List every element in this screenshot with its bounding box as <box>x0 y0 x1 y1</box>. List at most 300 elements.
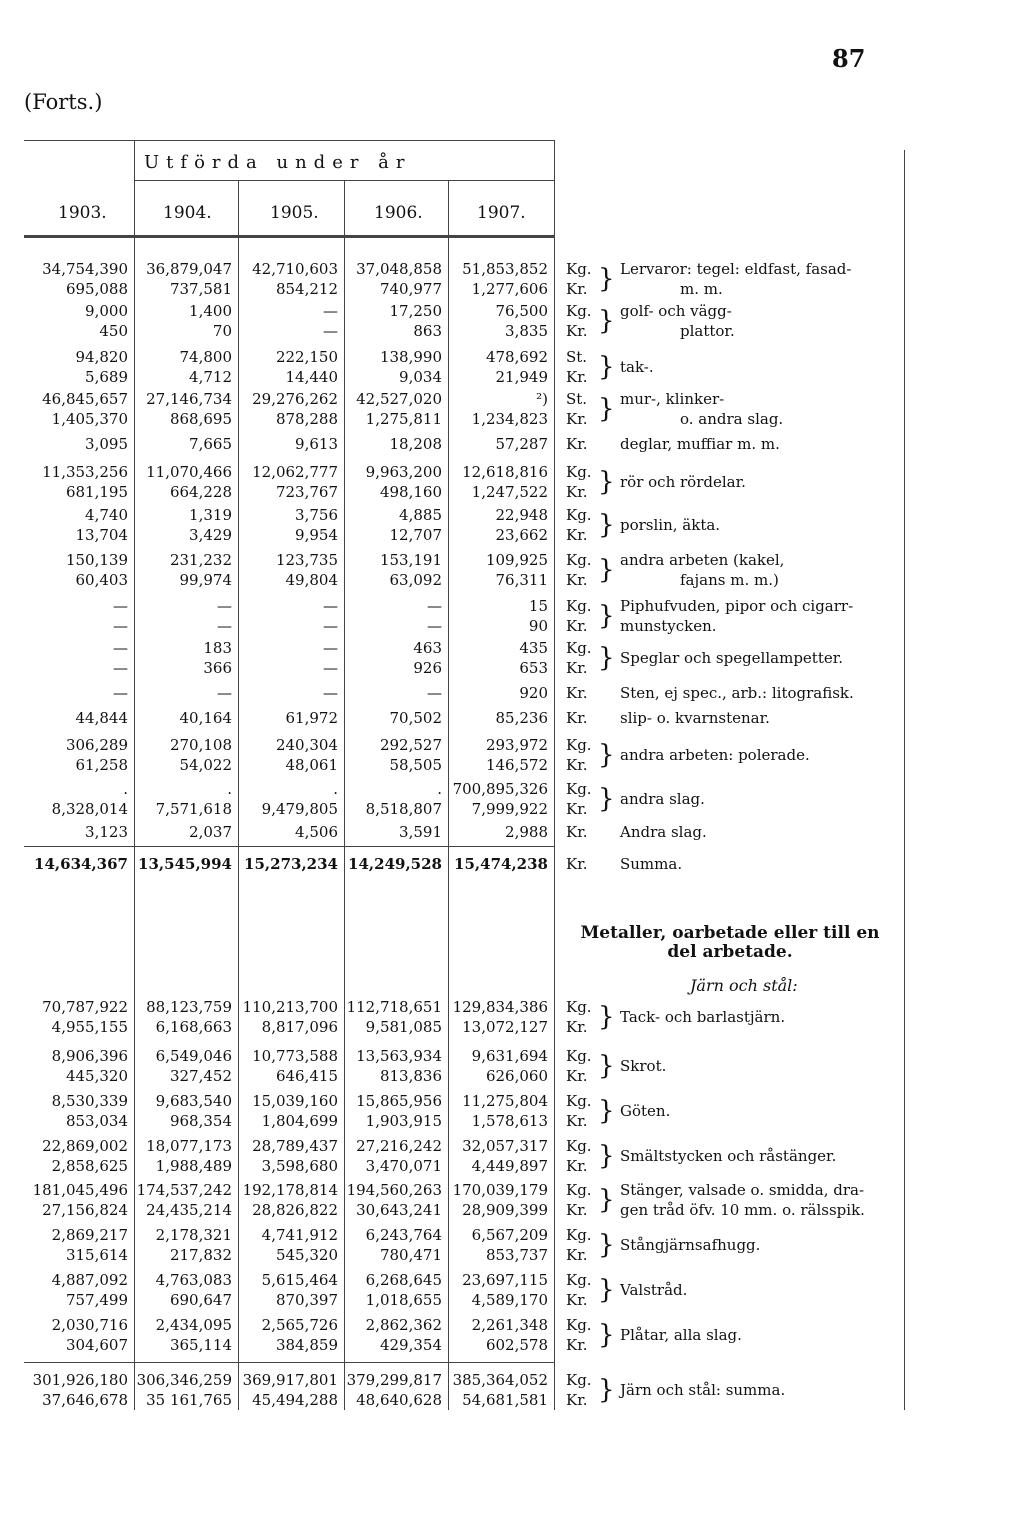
table-cell: — <box>323 639 338 657</box>
table-cell: 1,405,370 <box>51 410 128 428</box>
table-cell: 18,208 <box>389 435 442 453</box>
table-cell: 17,250 <box>389 302 442 320</box>
table-cell: 5,689 <box>85 368 128 386</box>
table-cell: 44,844 <box>75 709 128 727</box>
table-cell: 681,195 <box>65 483 128 501</box>
table-cell: 9,581,085 <box>365 1018 442 1036</box>
table-cell: 9,034 <box>399 368 442 386</box>
unit-label: Kg. <box>566 1137 592 1155</box>
unit-label: Kg. <box>566 463 592 481</box>
table-cell: 3,591 <box>399 823 442 841</box>
unit-label: Kr. <box>566 1201 588 1219</box>
table-cell: 63,092 <box>389 571 442 589</box>
row-description: Valstråd. <box>620 1281 688 1299</box>
table-cell: 8,518,807 <box>365 800 442 818</box>
table-cell: 153,191 <box>379 551 442 569</box>
table-cell: 646,415 <box>275 1067 338 1085</box>
unit-label: Kg. <box>566 1181 592 1199</box>
table-cell: 2,862,362 <box>365 1316 442 1334</box>
table-cell: 6,168,663 <box>155 1018 232 1036</box>
unit-label: Kr. <box>566 823 588 841</box>
table-cell: 4,740 <box>85 506 128 524</box>
table-cell: 13,563,934 <box>356 1047 442 1065</box>
table-cell: 110,213,700 <box>242 998 338 1016</box>
table-cell: 146,572 <box>485 756 548 774</box>
row-description: Plåtar, alla slag. <box>620 1326 742 1344</box>
table-cell: 926 <box>413 659 442 677</box>
table-cell: 6,567,209 <box>471 1226 548 1244</box>
table-cell: 6,243,764 <box>365 1226 442 1244</box>
table-cell: 27,146,734 <box>146 390 232 408</box>
unit-label: Kg. <box>566 1092 592 1110</box>
table-cell: 22,869,002 <box>42 1137 128 1155</box>
table-cell: 700,895,326 <box>452 780 548 798</box>
table-cell: 853,737 <box>485 1246 548 1264</box>
table-cell: 10,773,588 <box>252 1047 338 1065</box>
table-cell: 36,879,047 <box>146 260 232 278</box>
table-cell: 379,299,817 <box>346 1371 442 1389</box>
table-cell: 1,234,823 <box>471 410 548 428</box>
table-cell: 5,615,464 <box>261 1271 338 1289</box>
row-description: andra arbeten: polerade. <box>620 746 810 764</box>
table-cell: 112,718,651 <box>346 998 442 1016</box>
unit-label: Kr. <box>566 410 588 428</box>
table-cell: 1,319 <box>189 506 232 524</box>
table-cell: . <box>227 780 232 798</box>
table-cell: 46,845,657 <box>42 390 128 408</box>
unit-label: St. <box>566 390 588 408</box>
table-cell: 15,039,160 <box>252 1092 338 1110</box>
row-description: slip- o. kvarnstenar. <box>620 709 770 727</box>
table-cell: 1,903,915 <box>365 1112 442 1130</box>
unit-label: Kr. <box>566 1157 588 1175</box>
table-cell: 15 <box>528 597 548 615</box>
table-cell: 183 <box>203 639 232 657</box>
table-cell: 920 <box>519 684 548 702</box>
table-cell: — <box>113 639 128 657</box>
table-cell: 4,763,083 <box>155 1271 232 1289</box>
table-cell: 85,236 <box>495 709 548 727</box>
table-cell: 123,735 <box>275 551 338 569</box>
table-cell: 37,646,678 <box>42 1391 128 1409</box>
table-cell: 4,887,092 <box>51 1271 128 1289</box>
table-cell: 13,704 <box>75 526 128 544</box>
table-cell: 57,287 <box>495 435 548 453</box>
table-cell: 653 <box>519 659 548 677</box>
table-cell: 813,836 <box>379 1067 442 1085</box>
table-cell: — <box>113 659 128 677</box>
table-cell: 109,925 <box>485 551 548 569</box>
table-cell: 174,537,242 <box>136 1181 232 1199</box>
metal-subheading: Järn och stål: <box>690 976 798 995</box>
table-cell: 94,820 <box>75 348 128 366</box>
table-cell: 2,030,716 <box>51 1316 128 1334</box>
table-cell: 3,756 <box>295 506 338 524</box>
table-cell: 11,070,466 <box>146 463 232 481</box>
unit-label: Kr. <box>566 435 588 453</box>
row-description: Speglar och spegellampetter. <box>620 649 844 667</box>
row-description: Summa. <box>620 855 683 873</box>
table-cell: 15,474,238 <box>454 855 548 873</box>
table-cell: 3,470,071 <box>365 1157 442 1175</box>
table-cell: 88,123,759 <box>146 998 232 1016</box>
unit-label: Kr. <box>566 571 588 589</box>
table-cell: 2,869,217 <box>51 1226 128 1244</box>
table-cell: 626,060 <box>485 1067 548 1085</box>
year-header: 1904. <box>163 203 212 223</box>
table-cell: 240,304 <box>275 736 338 754</box>
table-cell: 54,681,581 <box>462 1391 548 1409</box>
table-cell: 2,037 <box>189 823 232 841</box>
table-cell: 48,061 <box>285 756 338 774</box>
table-cell: 1,275,811 <box>365 410 442 428</box>
table-cell: 76,311 <box>495 571 548 589</box>
row-description: fajans m. m.) <box>680 571 779 589</box>
table-cell: 42,527,020 <box>356 390 442 408</box>
column-divider <box>554 140 555 1410</box>
row-description: andra slag. <box>620 790 705 808</box>
table-cell: 30,643,241 <box>356 1201 442 1219</box>
table-cell: 14,440 <box>285 368 338 386</box>
brace-mark: } <box>598 1096 615 1126</box>
table-cell: 138,990 <box>379 348 442 366</box>
table-cell: 315,614 <box>65 1246 128 1264</box>
table-cell: 740,977 <box>379 280 442 298</box>
row-description: Stångjärnsafhugg. <box>620 1236 761 1254</box>
table-cell: 478,692 <box>485 348 548 366</box>
brace-mark: } <box>598 784 615 814</box>
table-cell: 28,789,437 <box>252 1137 338 1155</box>
unit-label: Kr. <box>566 1246 588 1264</box>
table-cell: 4,955,155 <box>51 1018 128 1036</box>
table-cell: 8,906,396 <box>51 1047 128 1065</box>
table-cell: 301,926,180 <box>32 1371 128 1389</box>
brace-mark: } <box>598 1002 615 1032</box>
brace-mark: } <box>598 601 615 631</box>
unit-label: Kg. <box>566 597 592 615</box>
table-cell: 1,018,655 <box>365 1291 442 1309</box>
table-cell: — <box>323 617 338 635</box>
table-cell: — <box>113 597 128 615</box>
table-cell: 9,000 <box>85 302 128 320</box>
unit-label: Kg. <box>566 998 592 1016</box>
unit-label: Kr. <box>566 368 588 386</box>
table-cell: 9,963,200 <box>365 463 442 481</box>
table-cell: 3,598,680 <box>261 1157 338 1175</box>
table-cell: 40,164 <box>179 709 232 727</box>
table-cell: 13,545,994 <box>138 855 232 873</box>
row-description: deglar, muffiar m. m. <box>620 435 780 453</box>
table-cell: 6,268,645 <box>365 1271 442 1289</box>
brace-mark: } <box>598 1141 615 1171</box>
table-cell: 293,972 <box>485 736 548 754</box>
table-cell: — <box>113 684 128 702</box>
table-cell: . <box>123 780 128 798</box>
row-description: Tack- och barlastjärn. <box>620 1008 786 1026</box>
table-cell: 29,276,262 <box>252 390 338 408</box>
year-header: 1907. <box>477 203 526 223</box>
row-description: porslin, äkta. <box>620 516 721 534</box>
brace-mark: } <box>598 264 615 294</box>
row-description: Stänger, valsade o. smidda, dra- <box>620 1181 865 1199</box>
table-cell: 54,022 <box>179 756 232 774</box>
brace-mark: } <box>598 467 615 497</box>
row-description: gen tråd öfv. 10 mm. o. rälsspik. <box>620 1201 865 1219</box>
table-cell: 15,865,956 <box>356 1092 442 1110</box>
brace-mark: } <box>598 643 615 673</box>
table-cell: 664,228 <box>169 483 232 501</box>
row-description: Lervaror: tegel: eldfast, fasad- <box>620 260 852 278</box>
table-cell: 4,506 <box>295 823 338 841</box>
table-cell: 14,634,367 <box>34 855 128 873</box>
table-cell: 2,178,321 <box>155 1226 232 1244</box>
table-cell: 366 <box>203 659 232 677</box>
table-cell: 780,471 <box>379 1246 442 1264</box>
table-cell: 1,988,489 <box>155 1157 232 1175</box>
unit-label: Kr. <box>566 280 588 298</box>
table-cell: 3,095 <box>85 435 128 453</box>
table-cell: 292,527 <box>379 736 442 754</box>
table-cell: 9,631,694 <box>471 1047 548 1065</box>
table-cell: ²) <box>536 390 548 408</box>
table-cell: 968,354 <box>169 1112 232 1130</box>
table-cell: 9,479,805 <box>261 800 338 818</box>
table-cell: 13,072,127 <box>462 1018 548 1036</box>
table-cell: 854,212 <box>275 280 338 298</box>
table-cell: — <box>323 684 338 702</box>
row-description: Andra slag. <box>620 823 707 841</box>
row-description: mur-, klinker- <box>620 390 725 408</box>
table-cell: 27,216,242 <box>356 1137 442 1155</box>
table-cell: 2,858,625 <box>51 1157 128 1175</box>
unit-label: Kr. <box>566 756 588 774</box>
table-cell: 90 <box>528 617 548 635</box>
unit-label: Kg. <box>566 1047 592 1065</box>
table-cell: 7,571,618 <box>155 800 232 818</box>
table-cell: 3,123 <box>85 823 128 841</box>
brace-mark: } <box>598 352 615 382</box>
year-header: 1905. <box>270 203 319 223</box>
continued-label: (Forts.) <box>24 90 103 114</box>
table-cell: 2,565,726 <box>261 1316 338 1334</box>
table-cell: — <box>323 322 338 340</box>
table-cell: 327,452 <box>169 1067 232 1085</box>
table-cell: 28,826,822 <box>252 1201 338 1219</box>
table-cell: 863 <box>413 322 442 340</box>
table-cell: — <box>217 617 232 635</box>
table-cell: 18,077,173 <box>146 1137 232 1155</box>
table-cell: 4,449,897 <box>471 1157 548 1175</box>
unit-label: Kr. <box>566 1391 588 1409</box>
table-cell: — <box>427 597 442 615</box>
unit-label: Kr. <box>566 526 588 544</box>
table-cell: 129,834,386 <box>452 998 548 1016</box>
table-cell: — <box>217 684 232 702</box>
table-cell: 7,999,922 <box>471 800 548 818</box>
table-cell: 70 <box>212 322 232 340</box>
table-cell: 23,662 <box>495 526 548 544</box>
unit-label: Kr. <box>566 1336 588 1354</box>
table-cell: 21,949 <box>495 368 548 386</box>
metal-section-heading: Metaller, oarbetade eller till en del arbetade. <box>580 923 880 962</box>
table-cell: 365,114 <box>169 1336 232 1354</box>
table-cell: 498,160 <box>379 483 442 501</box>
table-cell: 304,607 <box>65 1336 128 1354</box>
table-cell: 60,403 <box>75 571 128 589</box>
table-cell: — <box>217 597 232 615</box>
brace-mark: } <box>598 1230 615 1260</box>
unit-label: Kr. <box>566 800 588 818</box>
table-cell: 6,549,046 <box>155 1047 232 1065</box>
unit-label: Kr. <box>566 659 588 677</box>
table-cell: — <box>113 617 128 635</box>
table-cell: 15,273,234 <box>244 855 338 873</box>
table-cell: 192,178,814 <box>242 1181 338 1199</box>
row-description: o. andra slag. <box>680 410 784 428</box>
table-cell: 222,150 <box>275 348 338 366</box>
table-cell: 12,062,777 <box>252 463 338 481</box>
table-cell: 32,057,317 <box>462 1137 548 1155</box>
table-cell: 2,261,348 <box>471 1316 548 1334</box>
row-description: Smältstycken och råstänger. <box>620 1147 837 1165</box>
table-cell: 306,289 <box>65 736 128 754</box>
unit-label: St. <box>566 348 588 366</box>
table-cell: 99,974 <box>179 571 232 589</box>
unit-label: Kg. <box>566 551 592 569</box>
table-cell: 3,835 <box>505 322 548 340</box>
table-cell: 870,397 <box>275 1291 338 1309</box>
table-cell: 1,578,613 <box>471 1112 548 1130</box>
unit-label: Kg. <box>566 639 592 657</box>
table-cell: 878,288 <box>275 410 338 428</box>
table-cell: 757,499 <box>65 1291 128 1309</box>
row-description: m. m. <box>680 280 723 298</box>
table-cell: 429,354 <box>379 1336 442 1354</box>
unit-label: Kg. <box>566 1316 592 1334</box>
header-bottom-rule <box>24 235 554 238</box>
table-cell: 45,494,288 <box>252 1391 338 1409</box>
table-cell: 4,885 <box>399 506 442 524</box>
table-cell: 9,613 <box>295 435 338 453</box>
row-description: Göten. <box>620 1102 671 1120</box>
table-cell: — <box>323 659 338 677</box>
unit-label: Kr. <box>566 1291 588 1309</box>
sum-rule <box>24 846 554 847</box>
table-cell: 35 161,765 <box>146 1391 232 1409</box>
table-cell: 463 <box>413 639 442 657</box>
table-cell: 70,502 <box>389 709 442 727</box>
table-cell: 1,400 <box>189 302 232 320</box>
table-cell: 34,754,390 <box>42 260 128 278</box>
table-cell: 853,034 <box>65 1112 128 1130</box>
table-cell: 37,048,858 <box>356 260 442 278</box>
year-header: 1903. <box>58 203 107 223</box>
table-cell: 723,767 <box>275 483 338 501</box>
table-cell: 12,707 <box>389 526 442 544</box>
table-cell: 76,500 <box>495 302 548 320</box>
unit-label: Kr. <box>566 1112 588 1130</box>
table-cell: 270,108 <box>169 736 232 754</box>
table-cell: 27,156,824 <box>42 1201 128 1219</box>
table-cell: 11,353,256 <box>42 463 128 481</box>
brace-mark: } <box>598 1275 615 1305</box>
unit-label: Kg. <box>566 506 592 524</box>
row-description: plattor. <box>680 322 735 340</box>
table-cell: 150,139 <box>65 551 128 569</box>
table-cell: 3,429 <box>189 526 232 544</box>
table-cell: — <box>427 684 442 702</box>
unit-label: Kr. <box>566 855 588 873</box>
table-cell: 231,232 <box>169 551 232 569</box>
table-cell: 42,710,603 <box>252 260 338 278</box>
table-cell: 4,712 <box>189 368 232 386</box>
page-number: 87 <box>832 44 866 73</box>
unit-label: Kg. <box>566 1226 592 1244</box>
table-cell: 8,817,096 <box>261 1018 338 1036</box>
section-title: Utförda under år <box>144 152 412 173</box>
unit-label: Kr. <box>566 322 588 340</box>
right-rule <box>904 150 905 1410</box>
table-cell: . <box>333 780 338 798</box>
unit-label: Kg. <box>566 780 592 798</box>
table-cell: 2,434,095 <box>155 1316 232 1334</box>
brace-mark: } <box>598 1185 615 1215</box>
unit-label: Kg. <box>566 1271 592 1289</box>
unit-label: Kg. <box>566 736 592 754</box>
row-description: Sten, ej spec., arb.: litografisk. <box>620 684 854 702</box>
table-cell: 1,247,522 <box>471 483 548 501</box>
brace-mark: } <box>598 510 615 540</box>
row-description: rör och rördelar. <box>620 473 746 491</box>
table-cell: 384,859 <box>275 1336 338 1354</box>
table-cell: 61,258 <box>75 756 128 774</box>
table-cell: 7,665 <box>189 435 232 453</box>
table-cell: 695,088 <box>65 280 128 298</box>
row-description: tak-. <box>620 358 654 376</box>
unit-label: Kg. <box>566 1371 592 1389</box>
table-cell: 194,560,263 <box>346 1181 442 1199</box>
brace-mark: } <box>598 555 615 585</box>
table-cell: 48,640,628 <box>356 1391 442 1409</box>
unit-label: Kg. <box>566 302 592 320</box>
table-cell: 14,249,528 <box>348 855 442 873</box>
brace-mark: } <box>598 1051 615 1081</box>
row-description: Piphufvuden, pipor och cigarr- <box>620 597 854 615</box>
table-cell: 602,578 <box>485 1336 548 1354</box>
table-cell: 181,045,496 <box>32 1181 128 1199</box>
table-cell: — <box>323 302 338 320</box>
table-cell: 12,618,816 <box>462 463 548 481</box>
table-cell: 49,804 <box>285 571 338 589</box>
row-description: golf- och vägg- <box>620 302 732 320</box>
table-cell: 51,853,852 <box>462 260 548 278</box>
table-cell: 1,277,606 <box>471 280 548 298</box>
table-cell: 8,328,014 <box>51 800 128 818</box>
table-cell: 217,832 <box>169 1246 232 1264</box>
brace-mark: } <box>598 394 615 424</box>
table-cell: 58,505 <box>389 756 442 774</box>
table-cell: 11,275,804 <box>462 1092 548 1110</box>
table-cell: 61,972 <box>285 709 338 727</box>
brace-mark: } <box>598 740 615 770</box>
table-cell: 385,364,052 <box>452 1371 548 1389</box>
row-description: munstycken. <box>620 617 717 635</box>
unit-label: Kr. <box>566 684 588 702</box>
table-cell: 170,039,179 <box>452 1181 548 1199</box>
table-cell: 868,695 <box>169 410 232 428</box>
brace-mark: } <box>598 1375 615 1405</box>
unit-label: Kr. <box>566 709 588 727</box>
